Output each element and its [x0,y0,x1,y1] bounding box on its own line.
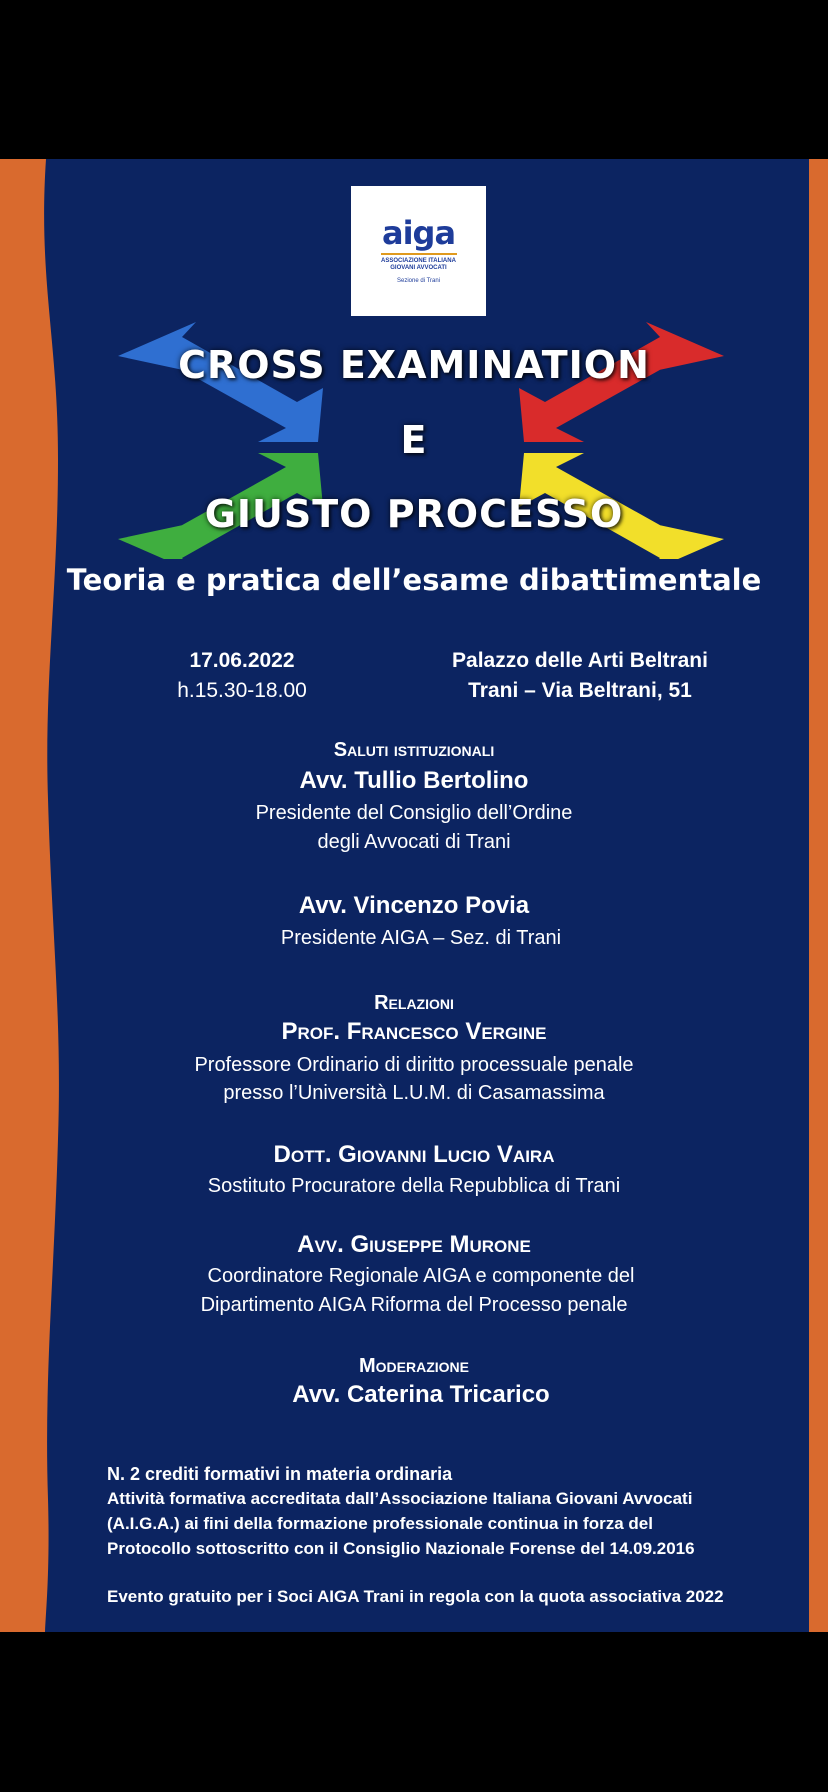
event-poster [0,159,828,1632]
talks-speaker-1-role-1: Professore Ordinario di diritto processuale penale [194,1054,634,1076]
title-line-2: E [400,418,428,462]
greetings-speaker-1-role-1: Presidente del Consiglio dell’Ordine [255,802,573,824]
greetings-speaker-1-role-2: degli Avvocati di Trani [317,831,511,853]
footer-credits: N. 2 crediti formativi in materia ordinaria [107,1464,453,1484]
greetings-speaker-2-role: Presidente AIGA – Sez. di Trani [280,927,562,949]
talks-speaker-1-role-2: presso l’Università L.U.M. di Casamassima [223,1082,605,1104]
greetings-heading: Saluti istituzionali [333,739,495,761]
moderation-name: Avv. Caterina Tricarico [292,1381,550,1408]
footer-free-event: Evento gratuito per i Soci AIGA Trani in regola con la quota associativa 2022 [107,1587,724,1606]
footer-line-4: Protocollo sottoscritto con il Consiglio Nazionale Forense del 14.09.2016 [107,1539,695,1558]
talks-speaker-3-role-2: Dipartimento AIGA Riforma del Processo penale [200,1294,628,1316]
subtitle: Teoria e pratica dell’esame dibattimentale [66,563,762,597]
logo-subtitle: ASSOCIAZIONE ITALIANA GIOVANI AVVOCATI [381,258,456,271]
greetings-speaker-1-name: Avv. Tullio Bertolino [299,767,529,794]
greetings-speaker-2-name: Avv. Vincenzo Povia [298,892,530,919]
event-address: Trani – Via Beltrani, 51 [468,679,692,702]
talks-speaker-2-role: Sostituto Procuratore della Repubblica di Trani [207,1175,621,1197]
event-time: h.15.30-18.00 [177,679,307,702]
talks-speaker-1-name: Prof. Francesco Vergine [281,1018,547,1045]
moderation-heading: Moderazione [359,1355,469,1377]
logo-wordmark: aiga [381,214,456,252]
footer-line-3: (A.I.G.A.) ai fini della formazione professionale continua in forza del [107,1514,653,1533]
logo-section: Sezione di Trani [396,278,441,284]
title-line-3: GIUSTO PROCESSO [204,492,624,536]
aiga-logo [351,186,486,316]
event-date: 17.06.2022 [189,649,295,672]
talks-heading: Relazioni [374,992,454,1014]
footer-line-2: Attività formativa accreditata dall’Associazione Italiana Giovani Avvocati [107,1489,693,1508]
logo-underline [381,253,457,255]
event-venue: Palazzo delle Arti Beltrani [452,649,708,672]
talks-speaker-2-name: Dott. Giovanni Lucio Vaira [273,1141,555,1168]
talks-speaker-3-role-1: Coordinatore Regionale AIGA e componente del [207,1265,635,1287]
talks-speaker-3-name: Avv. Giuseppe Murone [297,1231,531,1258]
title-line-1: CROSS EXAMINATION [178,343,650,387]
